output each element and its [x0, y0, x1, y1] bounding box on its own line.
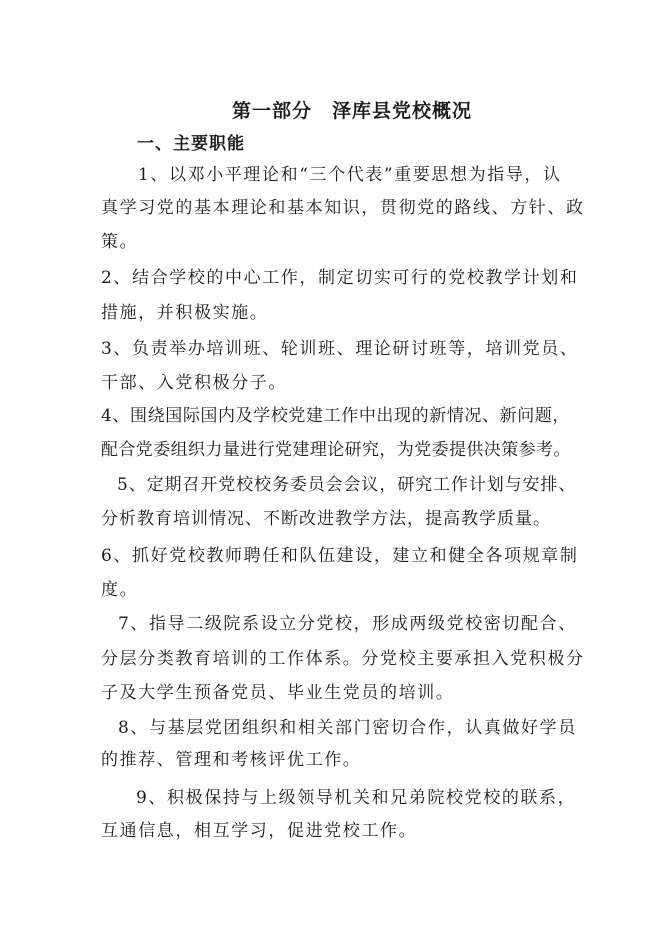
paragraph-line: 1、以邓小平理论和“三个代表”重要思想为指导，认	[138, 165, 562, 185]
paragraph-line: 9、积极保持与上级领导机关和兄弟院校党校的联系，	[136, 788, 577, 808]
paragraph-line: 互通信息，相互学习，促进党校工作。	[101, 821, 418, 841]
paragraph-line: 3、负责举办培训班、轮训班、理论研讨班等，培训党员、	[101, 339, 579, 359]
paragraph-line: 子及大学生预备党员、毕业生党员的培训。	[101, 683, 455, 703]
paragraph-line: 真学习党的基本理论和基本知识，贯彻党的路线、方针、政	[101, 198, 585, 218]
paragraph-line: 的推荐、管理和考核评优工作。	[101, 750, 362, 770]
section-heading: 一、主要职能	[137, 134, 245, 154]
paragraph-line: 干部、入党积极分子。	[101, 373, 287, 393]
paragraph-line: 策。	[101, 232, 139, 252]
paragraph-line: 7、指导二级院系设立分党校，形成两级党校密切配合、	[118, 614, 577, 634]
page-title: 第一部分 泽库县党校概况	[232, 100, 473, 122]
paragraph-line: 分层分类教育培训的工作体系。分党校主要承担入党积极分	[101, 649, 585, 669]
paragraph-line: 2、结合学校的中心工作，制定切实可行的党校教学计划和	[101, 268, 579, 288]
paragraph-line: 分析教育培训情况、不断改进教学方法，提高教学质量。	[101, 509, 551, 529]
paragraph-line: 4、围绕国际国内及学校党建工作中出现的新情况、新问题，	[101, 406, 571, 426]
paragraph-line: 度。	[101, 580, 139, 600]
paragraph-line: 措施，并积极实施。	[101, 303, 269, 323]
paragraph-line: 6、抓好党校教师聘任和队伍建设，建立和健全各项规章制	[101, 546, 579, 566]
paragraph-line: 8、与基层党团组织和相关部门密切合作，认真做好学员	[118, 718, 577, 738]
paragraph-line: 配合党委组织力量进行党建理论研究，为党委提供决策参考。	[101, 440, 571, 460]
paragraph-line: 5、定期召开党校校务委员会会议，研究工作计划与安排、	[117, 475, 577, 495]
